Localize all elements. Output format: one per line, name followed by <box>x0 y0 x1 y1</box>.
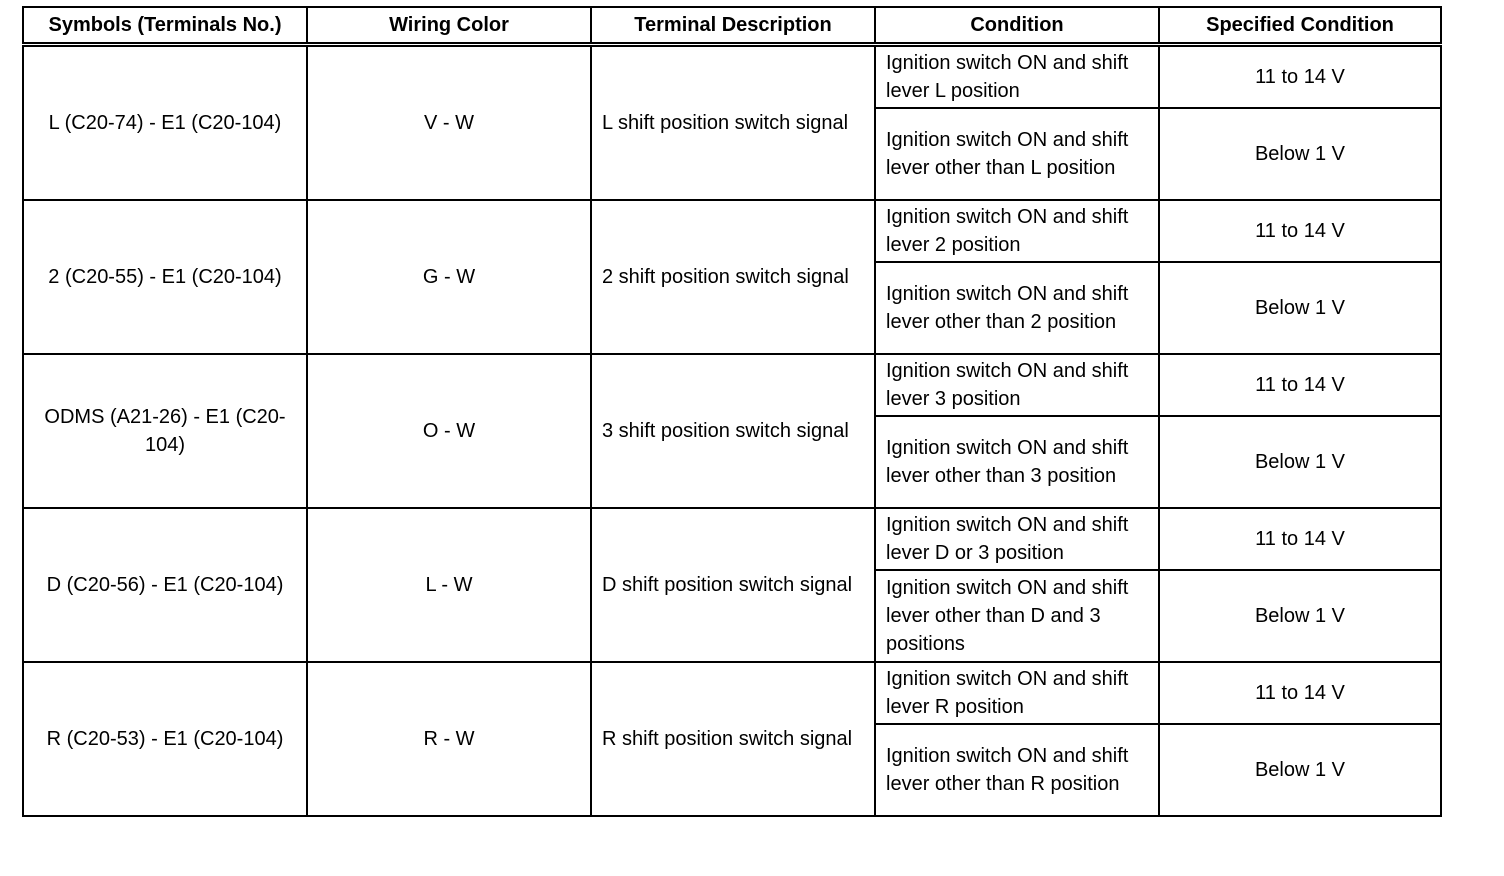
description-cell: D shift position switch signal <box>591 508 875 662</box>
condition-cell: Ignition switch ON and shift lever R position <box>875 662 1159 724</box>
terminal-spec-table <box>22 6 1442 817</box>
header-condition: Condition <box>875 7 1159 45</box>
condition-cell: Ignition switch ON and shift lever 2 position <box>875 200 1159 262</box>
specified-cell: 11 to 14 V <box>1159 354 1441 416</box>
wiring-color-cell: L - W <box>307 508 591 662</box>
symbol-cell: 2 (C20-55) - E1 (C20-104) <box>23 200 307 354</box>
condition-cell: Ignition switch ON and shift lever D or 3 position <box>875 508 1159 570</box>
table-header-row <box>23 7 1441 45</box>
specified-cell: 11 to 14 V <box>1159 662 1441 724</box>
table-row <box>23 662 1441 724</box>
terminal-spec-table-container <box>22 6 1440 817</box>
header-wiring-color: Wiring Color <box>307 7 591 45</box>
specified-cell: 11 to 14 V <box>1159 508 1441 570</box>
wiring-color-cell: R - W <box>307 662 591 816</box>
condition-cell: Ignition switch ON and shift lever other than R position <box>875 724 1159 816</box>
table-row <box>23 45 1441 109</box>
table-row <box>23 200 1441 262</box>
header-symbols: Symbols (Terminals No.) <box>23 7 307 45</box>
specified-cell: Below 1 V <box>1159 262 1441 354</box>
description-cell: 3 shift position switch signal <box>591 354 875 508</box>
condition-cell: Ignition switch ON and shift lever other than D and 3 positions <box>875 570 1159 662</box>
condition-cell: Ignition switch ON and shift lever other than L position <box>875 108 1159 200</box>
wiring-color-cell: V - W <box>307 45 591 201</box>
header-terminal-description: Terminal Description <box>591 7 875 45</box>
symbol-cell: ODMS (A21-26) - E1 (C20-104) <box>23 354 307 508</box>
table-row <box>23 354 1441 416</box>
description-cell: 2 shift position switch signal <box>591 200 875 354</box>
specified-cell: Below 1 V <box>1159 724 1441 816</box>
specified-cell: Below 1 V <box>1159 570 1441 662</box>
specified-cell: 11 to 14 V <box>1159 45 1441 109</box>
condition-cell: Ignition switch ON and shift lever other than 3 position <box>875 416 1159 508</box>
condition-cell: Ignition switch ON and shift lever other than 2 position <box>875 262 1159 354</box>
wiring-color-cell: O - W <box>307 354 591 508</box>
symbol-cell: D (C20-56) - E1 (C20-104) <box>23 508 307 662</box>
specified-cell: Below 1 V <box>1159 108 1441 200</box>
specified-cell: Below 1 V <box>1159 416 1441 508</box>
description-cell: R shift position switch signal <box>591 662 875 816</box>
description-cell: L shift position switch signal <box>591 45 875 201</box>
wiring-color-cell: G - W <box>307 200 591 354</box>
specified-cell: 11 to 14 V <box>1159 200 1441 262</box>
symbol-cell: R (C20-53) - E1 (C20-104) <box>23 662 307 816</box>
condition-cell: Ignition switch ON and shift lever L position <box>875 45 1159 109</box>
condition-cell: Ignition switch ON and shift lever 3 position <box>875 354 1159 416</box>
header-specified-condition: Specified Condition <box>1159 7 1441 45</box>
symbol-cell: L (C20-74) - E1 (C20-104) <box>23 45 307 201</box>
table-row <box>23 508 1441 570</box>
